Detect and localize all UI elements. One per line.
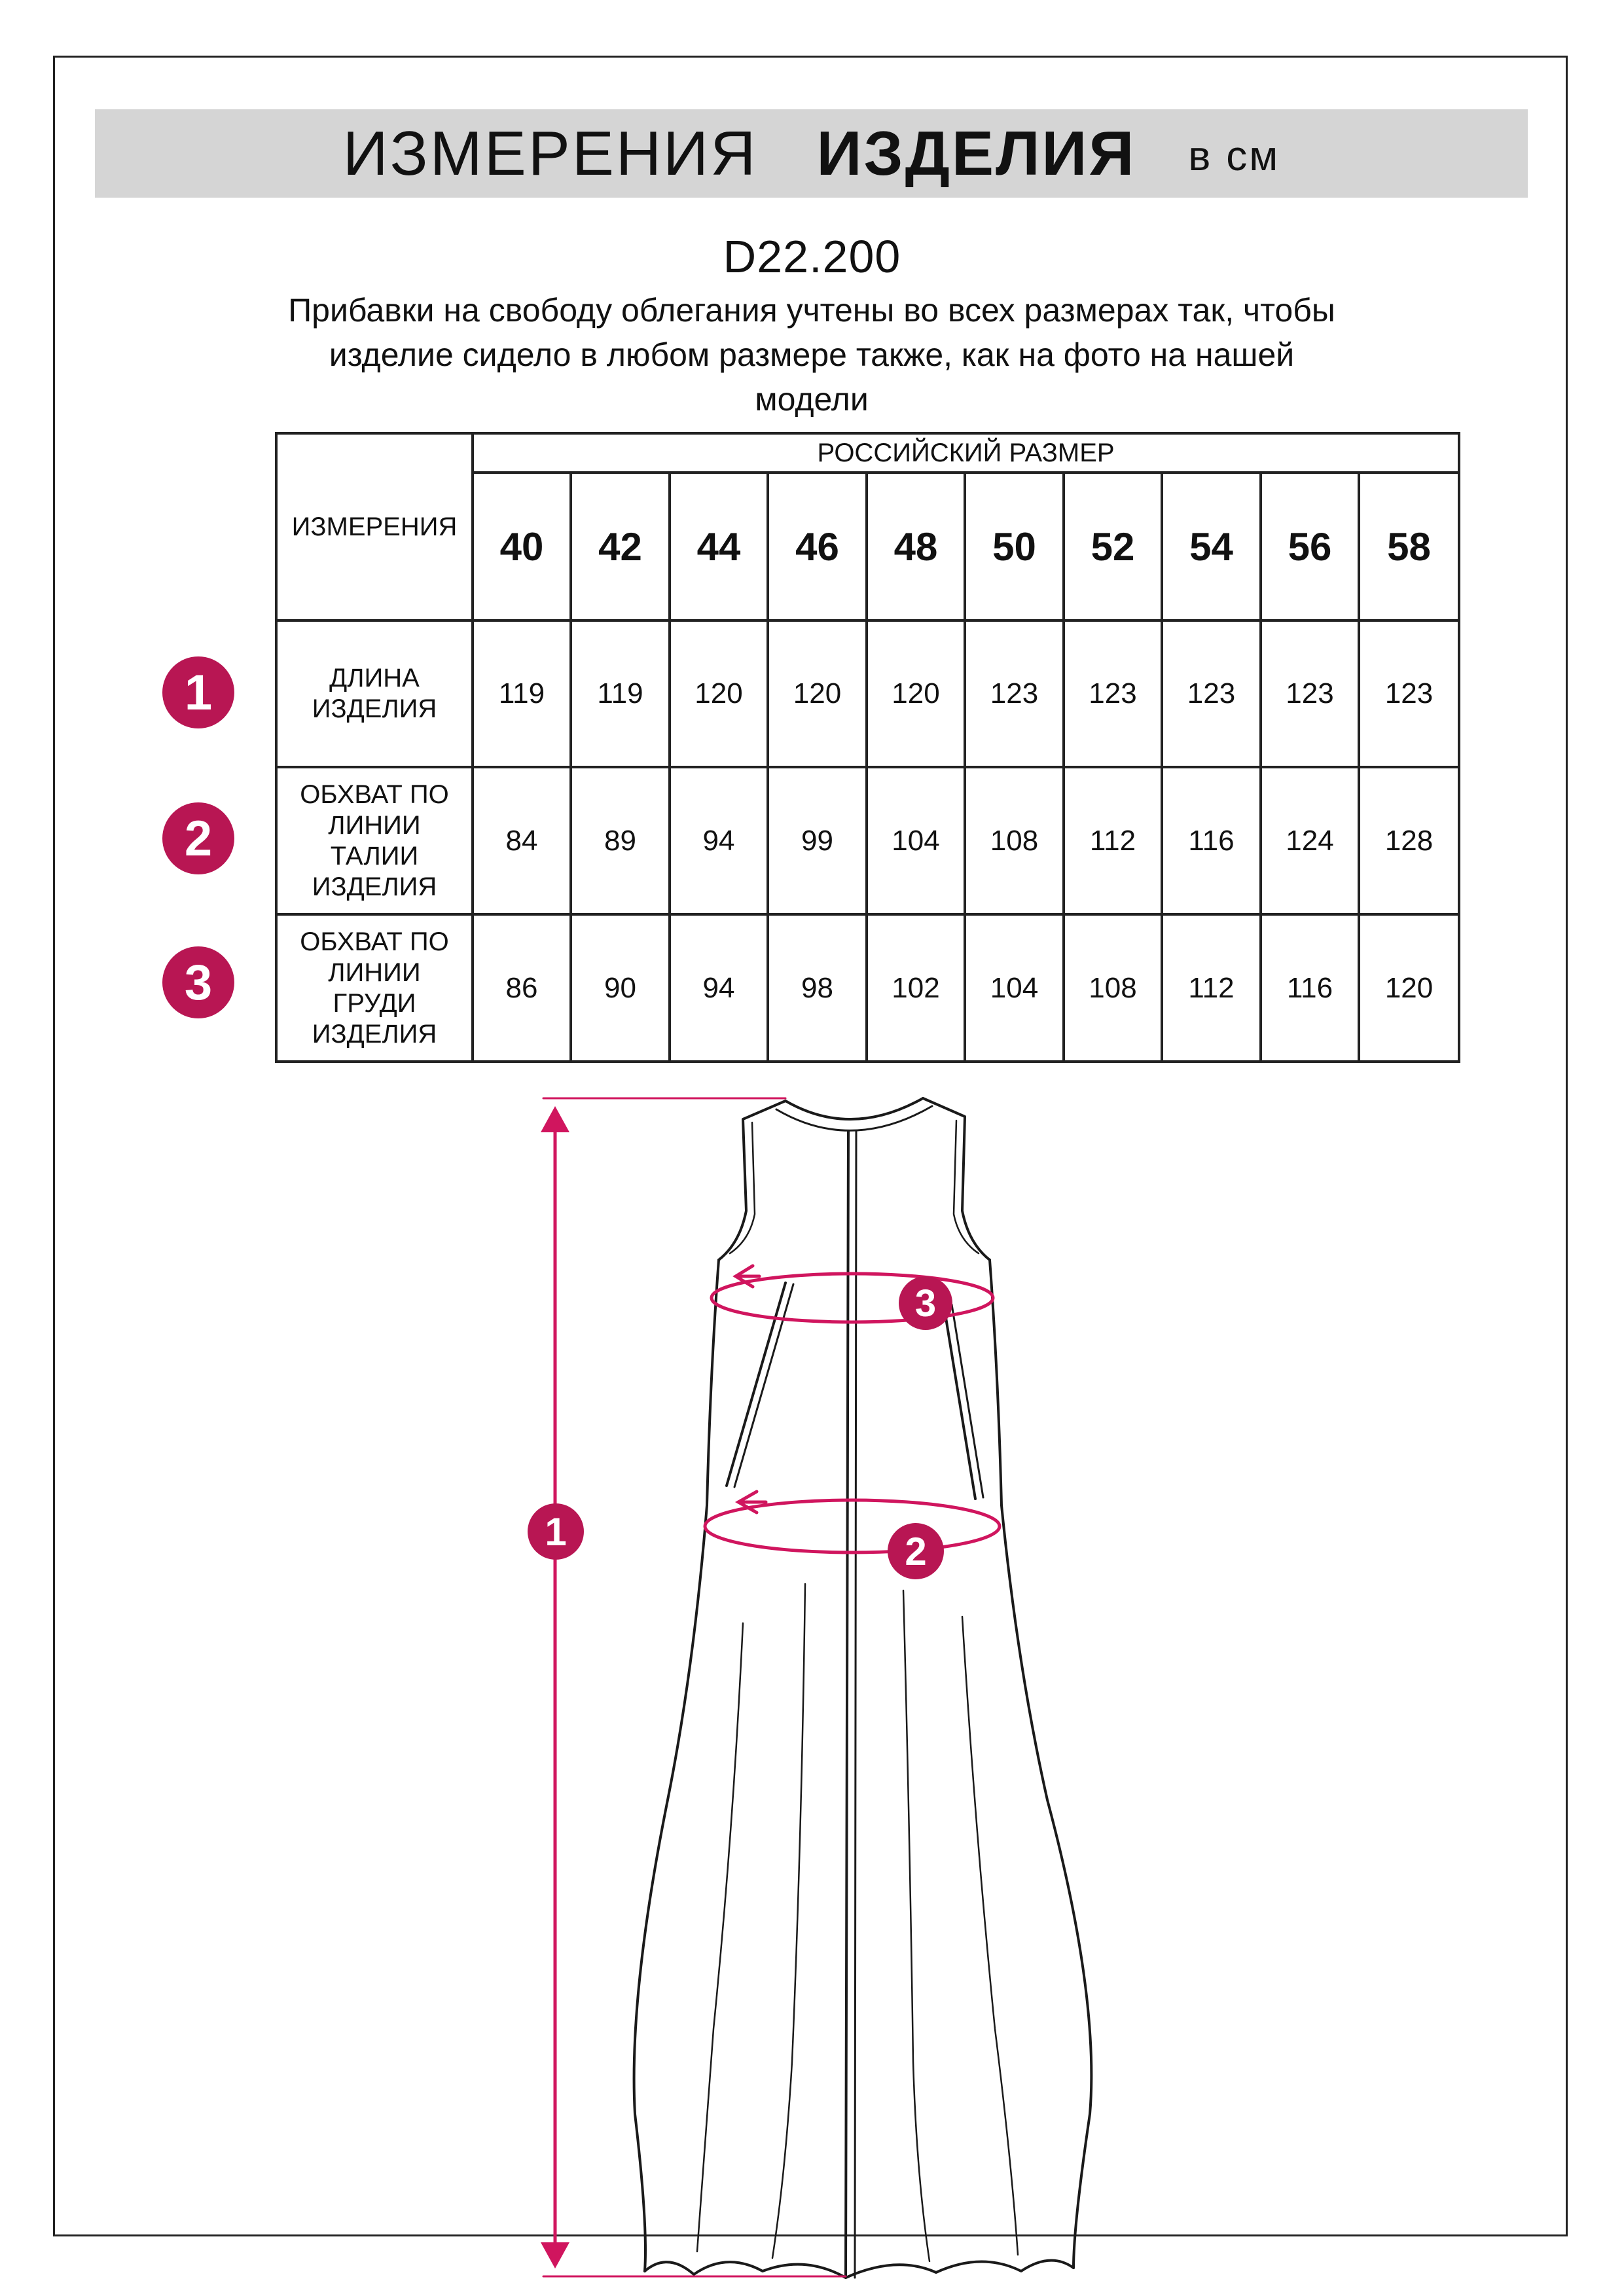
size-header: 54 xyxy=(1162,473,1261,620)
table-cell: 99 xyxy=(768,767,867,914)
table-cell: 86 xyxy=(473,914,571,1062)
size-header: 58 xyxy=(1359,473,1459,620)
table-cell: 119 xyxy=(473,620,571,767)
dress-right-dart xyxy=(944,1306,975,1499)
table-cell: 120 xyxy=(1359,914,1459,1062)
table-cell: 112 xyxy=(1162,914,1261,1062)
title-unit: в см xyxy=(1188,132,1280,179)
row-label-line: ЛИНИИ xyxy=(328,958,421,987)
table-cell: 123 xyxy=(1261,620,1359,767)
row-label-line: ИЗДЕЛИЯ xyxy=(312,694,437,723)
table-cell: 120 xyxy=(670,620,768,767)
dress-right-skirt xyxy=(1001,1505,1091,2268)
size-header: 40 xyxy=(473,473,571,620)
fit-note-line: Прибавки на свободу облегания учтены во всех размерах так, чтобы xyxy=(288,292,1335,329)
size-header: 48 xyxy=(867,473,965,620)
dress-neckline xyxy=(785,1098,923,1119)
size-header: 44 xyxy=(670,473,768,620)
table-cell: 104 xyxy=(965,914,1064,1062)
dress-left-skirt xyxy=(634,1505,707,2271)
table-cell: 102 xyxy=(867,914,965,1062)
table-cell: 108 xyxy=(965,767,1064,914)
table-cell: 119 xyxy=(571,620,670,767)
table-cell: 124 xyxy=(1261,767,1359,914)
dress-left-dart xyxy=(727,1283,785,1486)
row-label-line: ДЛИНА xyxy=(329,664,420,692)
size-header: 56 xyxy=(1261,473,1359,620)
table-cell: 98 xyxy=(768,914,867,1062)
size-header: 50 xyxy=(965,473,1064,620)
table-cell: 116 xyxy=(1162,767,1261,914)
table-cell: 123 xyxy=(1162,620,1261,767)
row-label-line: ОБХВАТ ПО xyxy=(300,927,449,956)
table-cell: 108 xyxy=(1064,914,1162,1062)
title-normal: ИЗМЕРЕНИЯ xyxy=(342,118,758,188)
size-header: 42 xyxy=(571,473,670,620)
dress-center-seam xyxy=(846,1131,848,2278)
table-cell: 123 xyxy=(1359,620,1459,767)
row-label-line: ГРУДИ xyxy=(333,988,416,1018)
table-cell: 128 xyxy=(1359,767,1459,914)
table-cell: 89 xyxy=(571,767,670,914)
row-label-line: ИЗДЕЛИЯ xyxy=(312,1019,437,1049)
title-bold: ИЗДЕЛИЯ xyxy=(816,118,1136,188)
marker-waist: 2 xyxy=(888,1523,944,1579)
marker-length: 1 xyxy=(528,1503,584,1560)
dress-hem xyxy=(645,2261,1074,2278)
fit-note-line: модели xyxy=(755,381,869,418)
row-label-line: ИЗДЕЛИЯ xyxy=(312,872,437,901)
row-number-badge: 1 xyxy=(162,656,234,728)
table-cell: 120 xyxy=(768,620,867,767)
table-cell: 90 xyxy=(571,914,670,1062)
fit-note-line: изделие сидело в любом размере также, как на фото на нашей xyxy=(329,336,1295,373)
row-label-line: ОБХВАТ ПО xyxy=(300,780,449,809)
marker-chest: 3 xyxy=(899,1276,952,1330)
row-label-line: ТАЛИИ xyxy=(330,841,419,870)
measurements-header: ИЗМЕРЕНИЯ xyxy=(276,433,473,620)
row-label-line: ЛИНИИ xyxy=(328,810,421,840)
table-cell: 94 xyxy=(670,767,768,914)
size-group-header: РОССИЙСКИЙ РАЗМЕР xyxy=(473,433,1459,473)
row-number-badge: 3 xyxy=(162,946,234,1018)
table-cell: 123 xyxy=(1064,620,1162,767)
size-header: 46 xyxy=(768,473,867,620)
row-number-badge: 2 xyxy=(162,802,234,874)
size-header: 52 xyxy=(1064,473,1162,620)
article-code: D22.200 xyxy=(723,231,901,282)
table-cell: 104 xyxy=(867,767,965,914)
table-cell: 112 xyxy=(1064,767,1162,914)
table-cell: 94 xyxy=(670,914,768,1062)
table-cell: 120 xyxy=(867,620,965,767)
table-cell: 84 xyxy=(473,767,571,914)
table-cell: 123 xyxy=(965,620,1064,767)
table-cell: 116 xyxy=(1261,914,1359,1062)
